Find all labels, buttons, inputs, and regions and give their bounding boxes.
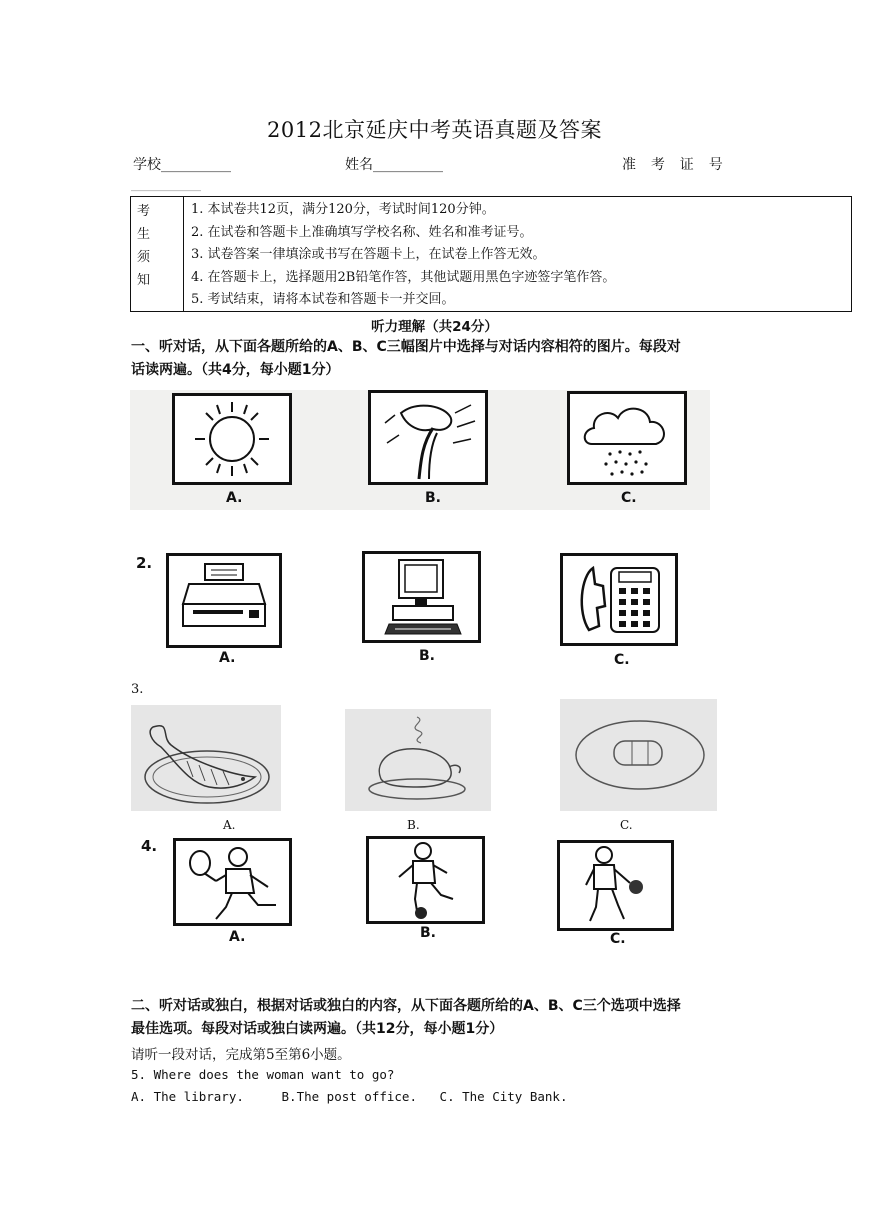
q3-option-b-label: B. <box>407 818 420 832</box>
q3-option-a-label: A. <box>223 818 236 832</box>
notice-head-char: 生 <box>137 227 151 242</box>
page-title: 2012北京延庆中考英语真题及答案 <box>267 118 602 142</box>
exam-id-line: __________ <box>131 176 201 192</box>
question-number: 2. <box>136 554 153 572</box>
chicken-plate-icon <box>345 709 491 811</box>
q1-option-b-label: B. <box>425 490 441 506</box>
q2-option-b-label: B. <box>419 648 435 664</box>
notice-rule: 2. 在试卷和答题卡上准确填写学校名称、姓名和准考证号。 <box>191 224 533 240</box>
notice-rule: 5. 考试结束，请将本试卷和答题卡一并交回。 <box>191 292 455 308</box>
q1-option-c-label: C. <box>621 490 637 506</box>
q4-option-c-label: C. <box>610 931 626 947</box>
part2-instruction-line1: 二、听对话或独白，根据对话或独白的内容，从下面各题所给的A、B、C三个选项中选择 <box>131 998 681 1014</box>
notice-rules <box>191 199 615 312</box>
basketball-player-icon <box>560 843 671 928</box>
q4-option-c-picture[interactable] <box>557 840 674 931</box>
q1-option-a-label: A. <box>226 490 243 506</box>
part2-listen-instruction: 请听一段对话，完成第5至第6小题。 <box>131 1047 351 1063</box>
q4-option-a-label: A. <box>229 929 246 945</box>
fish-plate-icon <box>131 705 281 811</box>
notice-head-char: 考 <box>137 204 151 219</box>
q2-option-c-label: C. <box>614 652 630 668</box>
printer-icon <box>169 556 279 645</box>
listening-heading: 听力理解（共24分） <box>371 319 498 335</box>
exam-id-label: 准 考 证 号 <box>622 157 725 173</box>
q4-option-b-picture[interactable] <box>366 836 485 924</box>
sushi-plate-icon <box>560 699 717 811</box>
q2-option-a-label: A. <box>219 650 236 666</box>
notice-rule: 3. 试卷答案一律填涂或书写在答题卡上，在试卷上作答无效。 <box>191 247 546 263</box>
q3-option-a-picture[interactable] <box>131 705 281 811</box>
soccer-player-icon <box>369 839 482 921</box>
part1-instruction-line2: 话读两遍。（共4分，每小题1分） <box>131 362 340 378</box>
q4-option-a-picture[interactable] <box>173 838 292 926</box>
q2-option-a-picture[interactable] <box>166 553 282 648</box>
q1-option-a-picture[interactable] <box>172 393 292 485</box>
notice-box <box>130 196 852 312</box>
notice-head-char: 须 <box>137 250 151 265</box>
question-5: 5. Where does the woman want to go? <box>131 1067 395 1082</box>
q3-option-b-picture[interactable] <box>345 709 491 811</box>
q1-option-b-picture[interactable] <box>368 390 488 485</box>
rain-cloud-icon <box>570 394 684 482</box>
notice-head <box>131 197 184 311</box>
notice-head-char: 知 <box>137 273 151 288</box>
question-number: 3. <box>131 682 144 697</box>
notice-rule: 1. 本试卷共12页，满分120分，考试时间120分钟。 <box>191 202 495 217</box>
q2-option-c-picture[interactable] <box>560 553 678 646</box>
q3-option-c-label: C. <box>620 818 633 832</box>
q3-option-c-picture[interactable] <box>560 699 717 811</box>
computer-icon <box>365 554 478 640</box>
question-number: 4. <box>141 837 158 855</box>
telephone-icon <box>563 556 675 643</box>
sun-icon <box>175 396 289 482</box>
q2-option-b-picture[interactable] <box>362 551 481 643</box>
question-5-options: A. The library. B.The post office. C. The City Bank. <box>131 1089 568 1104</box>
q4-option-b-label: B. <box>420 925 436 941</box>
windy-tree-icon <box>371 393 485 482</box>
school-field: 学校__________ <box>133 157 231 173</box>
name-field: 姓名__________ <box>345 157 443 173</box>
notice-rule: 4. 在答题卡上，选择题用2B铅笔作答，其他试题用黑色字迹签字笔作答。 <box>191 269 616 285</box>
tennis-player-icon <box>176 841 289 923</box>
part1-instruction-line1: 一、听对话，从下面各题所给的A、B、C三幅图片中选择与对话内容相符的图片。每段对 <box>131 339 681 355</box>
q1-option-c-picture[interactable] <box>567 391 687 485</box>
part2-instruction-line2: 最佳选项。每段对话或独白读两遍。（共12分，每小题1分） <box>131 1021 504 1037</box>
